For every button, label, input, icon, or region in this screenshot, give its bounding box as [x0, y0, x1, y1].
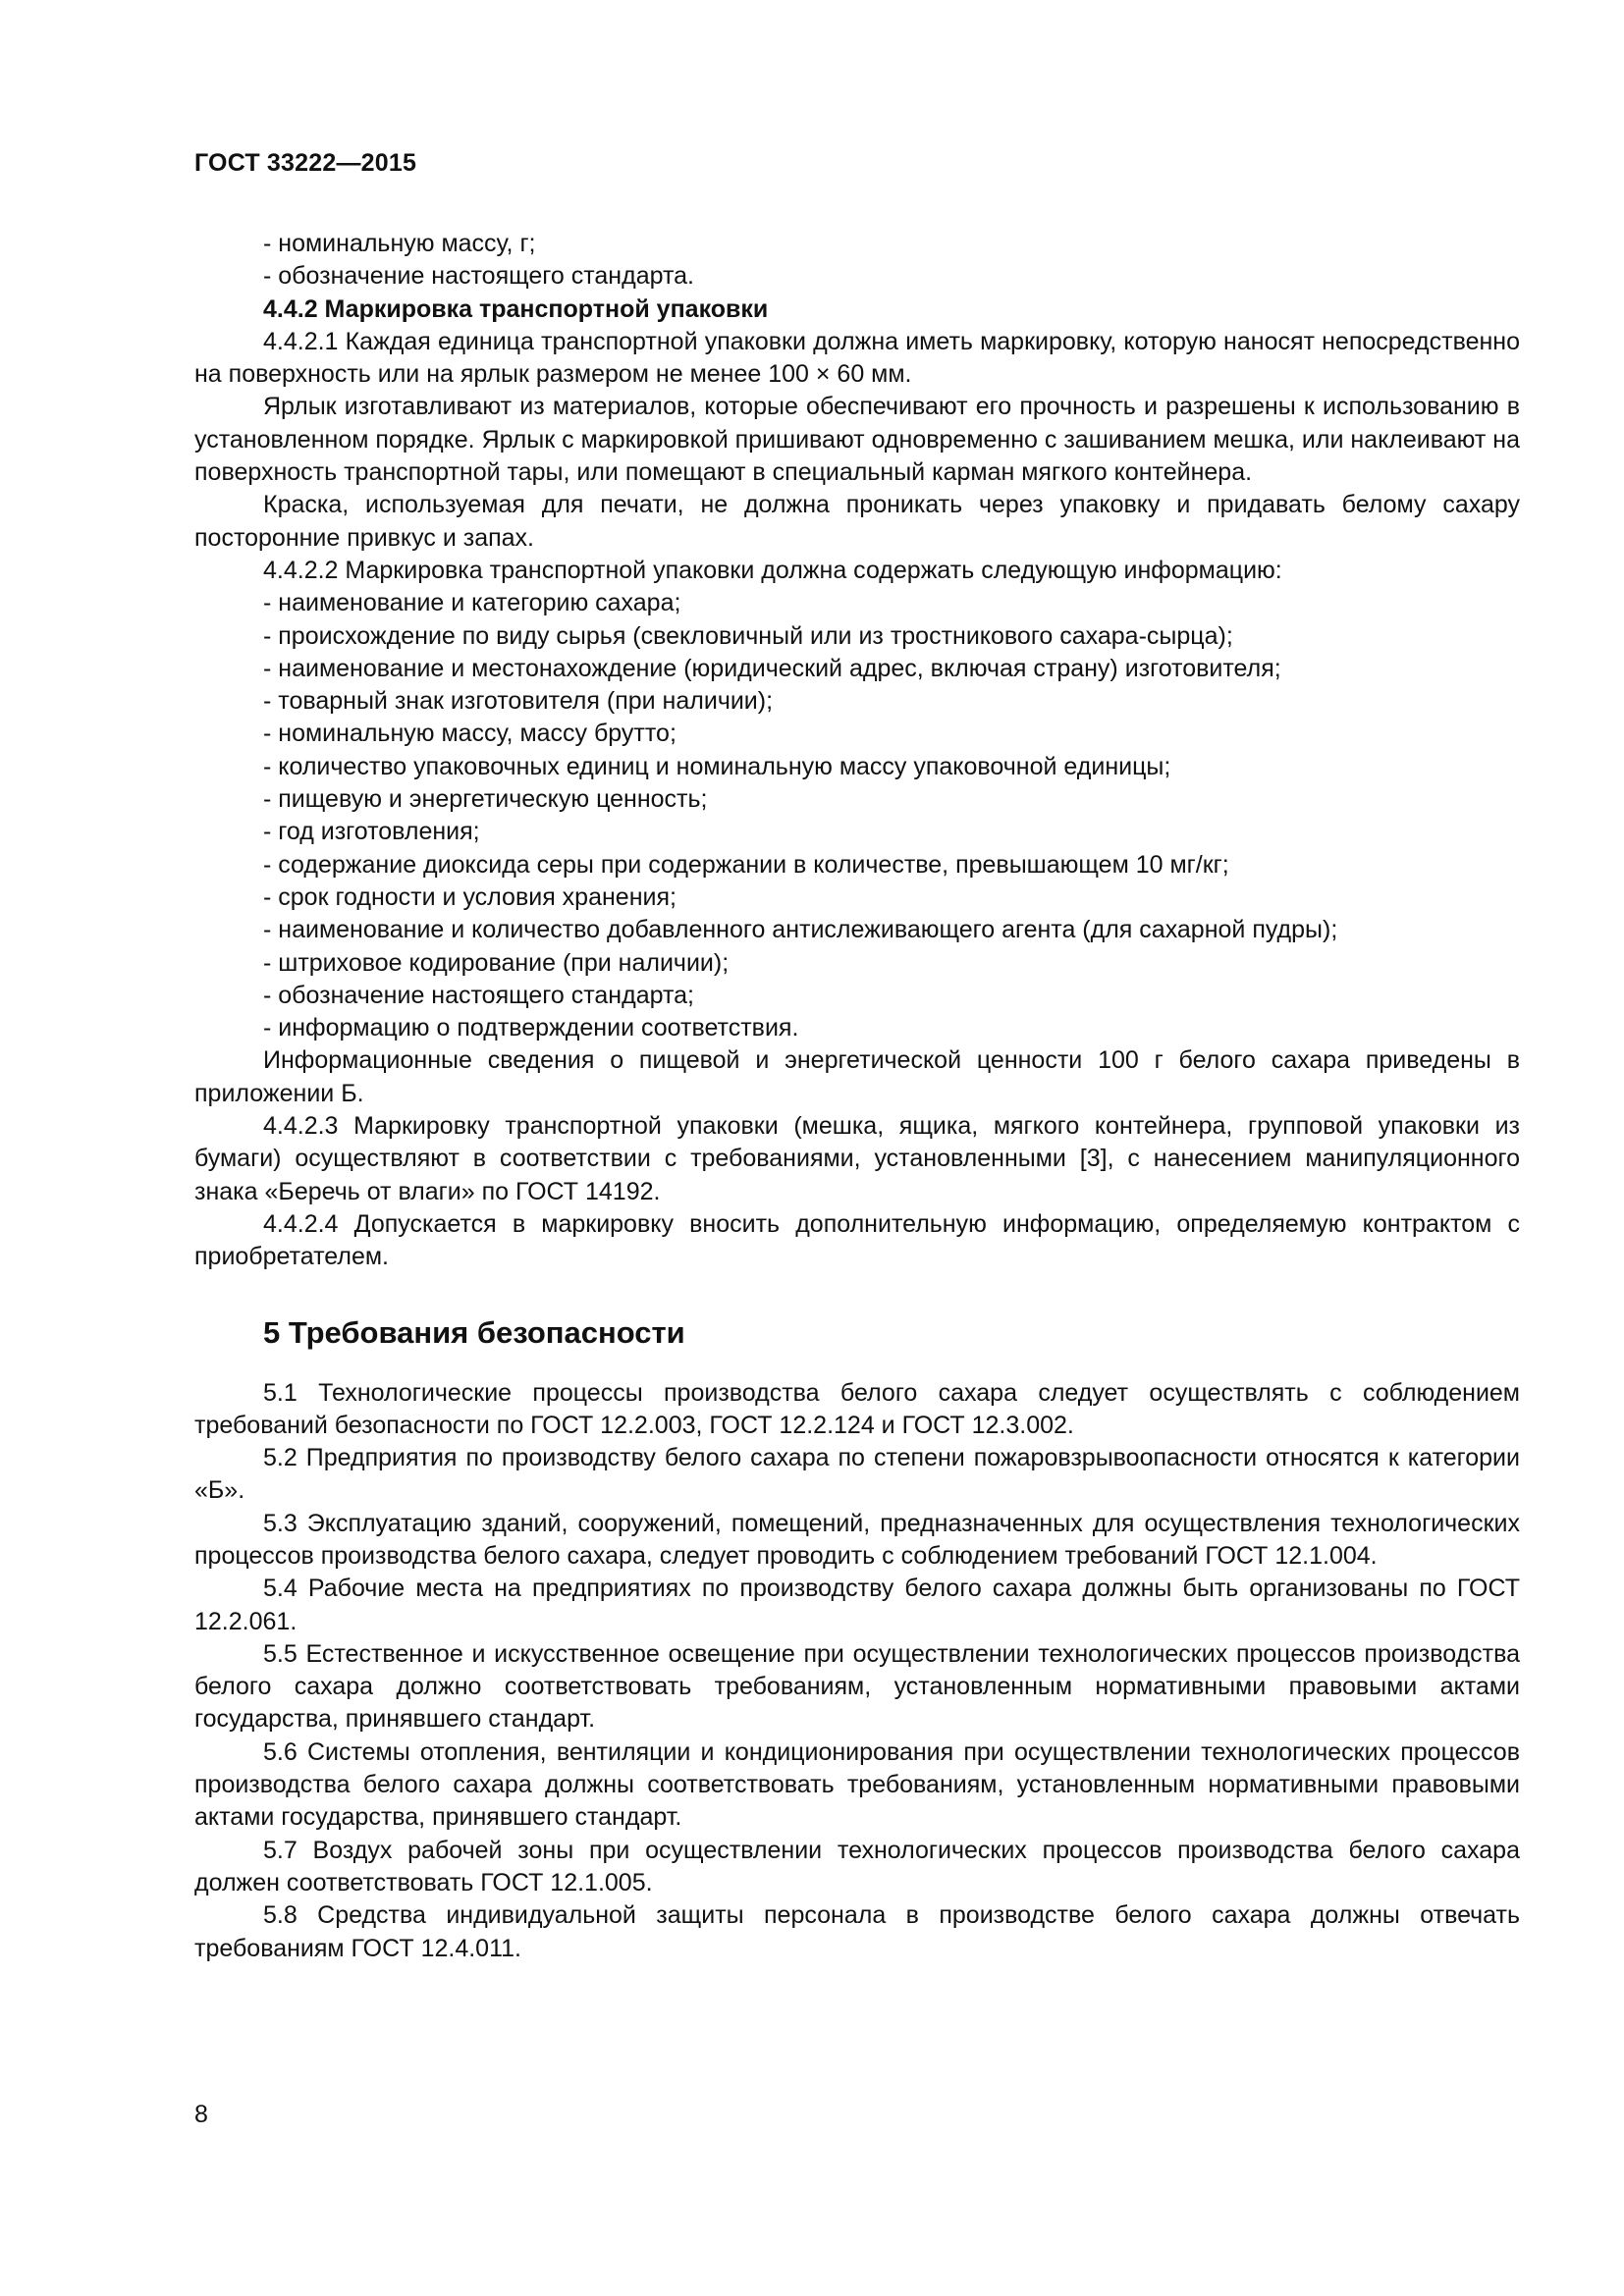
- paragraph-4-4-2-3: 4.4.2.3 Маркировку транспортной упаковки (мешка, ящика, мягкого контейнера, групповой упаковки из бумаги) осуществляют в соответствии с требованиями, установленными [3], с нанесением манипуляционного знака «Беречь от влаги» по ГОСТ 14192.: [194, 1112, 1520, 1205]
- paragraph-5-2: 5.2 Предприятия по производству белого сахара по степени пожаровзрывоопасности относятся к категории «Б».: [194, 1444, 1520, 1505]
- paragraph-4-4-2-1: 4.4.2.1 Каждая единица транспортной упаковки должна иметь маркировку, которую наносят непосредственно на поверхность или на ярлык размером не менее 100 × 60 мм.: [194, 327, 1520, 389]
- paragraph-label: Ярлык изготавливают из материалов, которые обеспечивают его прочность и разрешены к использованию в установленном порядке. Ярлык с маркировкой пришивают одновременно с зашиванием мешка, или наклеивают на поверхность транспортной тары, или помещают в специальный карман мягкого контейнера.: [194, 393, 1520, 487]
- list-item: - товарный знак изготовителя (при наличии);: [263, 687, 774, 716]
- list-item: - пищевую и энергетическую ценность;: [263, 785, 708, 814]
- paragraph-5-8: 5.8 Средства индивидуальной защиты персонала в производстве белого сахара должны отвечать требованиям ГОСТ 12.4.011.: [194, 1901, 1520, 1962]
- paragraph-5-6: 5.6 Системы отопления, вентиляции и кондиционирования при осуществлении технологических процессов производства белого сахара должны соответствовать требованиям, установленным нормативными правовыми актами государства, принявшего стандарт.: [194, 1737, 1520, 1832]
- subsection-title-4-4-2: 4.4.2 Маркировка транспортной упаковки: [263, 294, 769, 323]
- list-item: - содержание диоксида серы при содержании в количестве, превышающем 10 мг/кг;: [263, 850, 1229, 879]
- document-header: ГОСТ 33222—2015: [194, 149, 417, 177]
- page-number: 8: [194, 2101, 208, 2128]
- list-item: - информацию о подтверждении соответствия.: [263, 1014, 799, 1042]
- list-item: - год изготовления;: [263, 818, 480, 846]
- paragraph-5-7: 5.7 Воздух рабочей зоны при осуществлении технологических процессов производства белого сахара должен соответствовать ГОСТ 12.1.005.: [194, 1836, 1520, 1896]
- document-body: [194, 228, 1520, 1965]
- list-item: - номинальную массу, массу брутто;: [263, 720, 677, 748]
- paragraph-5-3: 5.3 Эксплуатацию зданий, сооружений, помещений, предназначенных для осуществления технологических процессов производства белого сахара, следует проводить с соблюдением требований ГОСТ 12.1.004.: [194, 1509, 1520, 1570]
- paragraph-5-4: 5.4 Рабочие места на предприятиях по производству белого сахара должны быть организованы по ГОСТ 12.2.061.: [194, 1575, 1520, 1635]
- list-item: - штриховое кодирование (при наличии);: [263, 948, 730, 977]
- list-item: - срок годности и условия хранения;: [263, 882, 677, 911]
- paragraph-info: Информационные сведения о пищевой и энергетической ценности 100 г белого сахара приведены в приложении Б.: [194, 1046, 1520, 1107]
- list-item: - происхождение по виду сырья (свекловичный или из тростникового сахара-сырца);: [263, 621, 1233, 650]
- list-item: - наименование и местонахождение (юридический адрес, включая страну) изготовителя;: [263, 654, 1281, 682]
- list-item: - наименование и количество добавленного антислеживающего агента (для сахарной пудры);: [263, 916, 1338, 944]
- list-item: - количество упаковочных единиц и номинальную массу упаковочной единицы;: [263, 752, 1171, 780]
- section-title-5: 5 Требования безопасности: [263, 1314, 685, 1350]
- paragraph-5-5: 5.5 Естественное и искусственное освещение при осуществлении технологических процессов производства белого сахара должно соответствовать требованиям, установленным нормативными правовыми актами государства, принявшего стандарт.: [194, 1639, 1520, 1734]
- paragraph-paint: Краска, используемая для печати, не должна проникать через упаковку и придавать белому сахару посторонние привкус и запах.: [194, 491, 1520, 552]
- list-item: - номинальную массу, г;: [263, 230, 536, 257]
- list-item: - обозначение настоящего стандарта;: [263, 981, 694, 1009]
- marking-list: [194, 587, 1520, 1044]
- paragraph-4-4-2-2: 4.4.2.2 Маркировка транспортной упаковки должна содержать следующую информацию:: [263, 556, 1282, 584]
- list-item: - обозначение настоящего стандарта.: [263, 262, 694, 291]
- list-item: - наименование и категорию сахара;: [263, 589, 681, 617]
- paragraph-4-4-2-4: 4.4.2.4 Допускается в маркировку вносить дополнительную информацию, определяемую контрактом с приобретателем.: [194, 1209, 1520, 1271]
- paragraph-5-1: 5.1 Технологические процессы производства белого сахара следует осуществлять с соблюдением требований безопасности по ГОСТ 12.2.003, ГОСТ 12.2.124 и ГОСТ 12.3.002.: [194, 1378, 1520, 1439]
